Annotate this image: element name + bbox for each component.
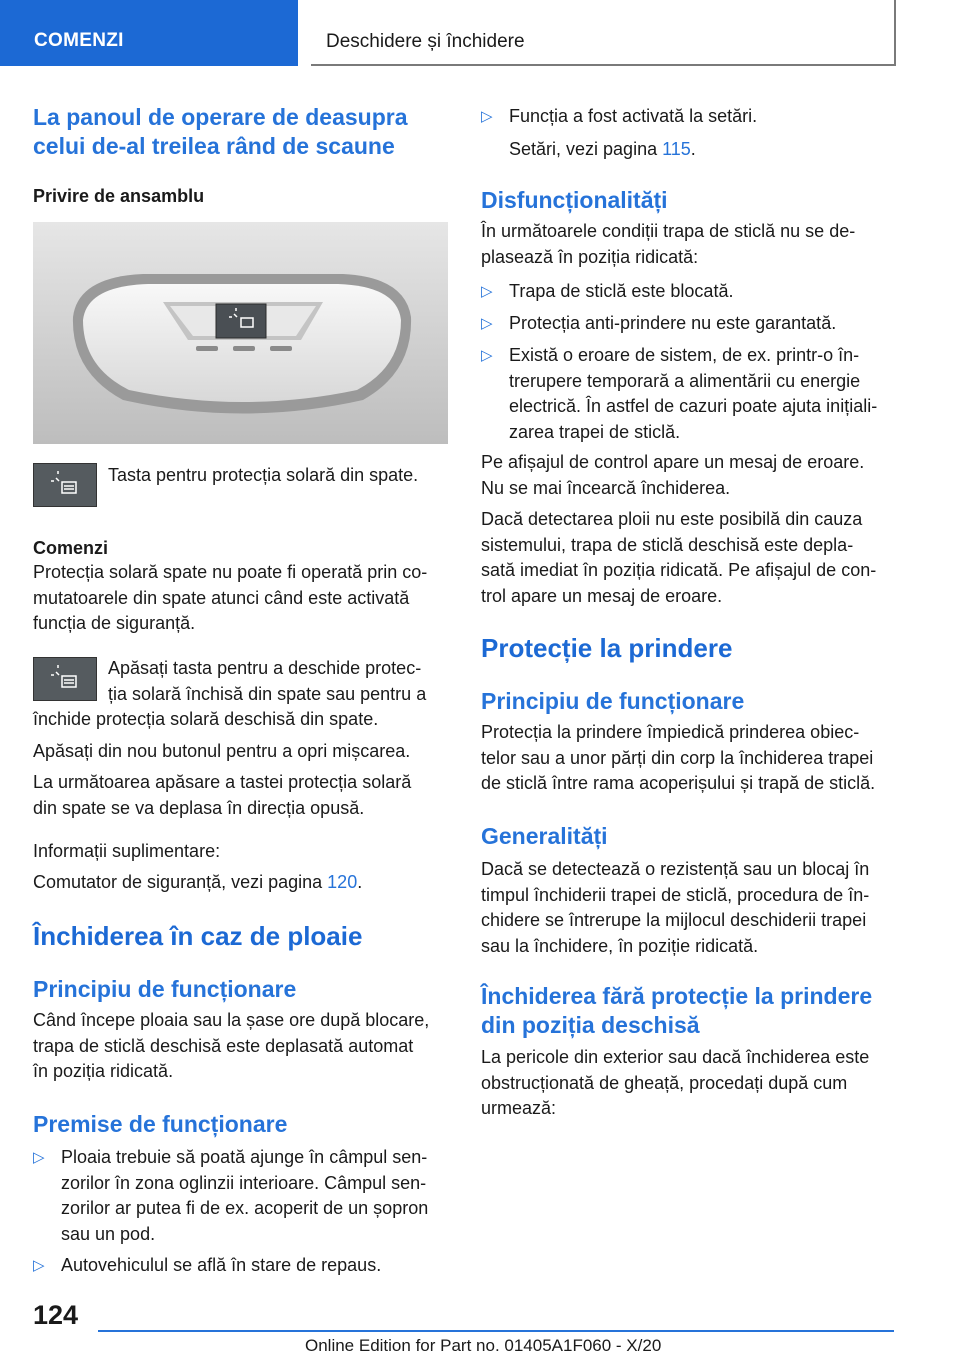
text-line: sau un pod. bbox=[61, 1223, 156, 1244]
heading-line: Închiderea fără protecție la prindere bbox=[481, 983, 873, 1009]
info-reference bbox=[33, 870, 362, 896]
footer-divider bbox=[98, 1330, 894, 1332]
text-line: Trapa de sticlă este blocată. bbox=[509, 281, 734, 301]
text-line: Există o eroare de sistem, de ex. printr-o în- bbox=[509, 345, 860, 365]
text-line: În următoarele condiții trapa de sticlă nu se de- bbox=[481, 221, 856, 241]
heading-line: celui de-al treilea rând de scaune bbox=[33, 133, 395, 159]
text-line: Când începe ploaia sau la șase ore după blocare, bbox=[33, 1010, 430, 1030]
text-line: Autovehiculul se află în stare de repaus. bbox=[61, 1255, 382, 1275]
error-message-paragraph bbox=[481, 450, 893, 501]
heading-line: La panoul de operare de deasupra bbox=[33, 104, 408, 130]
edition-text: Online Edition for Part no. 01405A1F060 - X/20 bbox=[305, 1336, 662, 1355]
settings-end: . bbox=[690, 139, 696, 159]
sunshade-key-icon bbox=[33, 463, 97, 507]
text-line: Protecția solară spate nu poate fi operată prin co- bbox=[33, 562, 428, 582]
text-line: obstrucționată de gheață, procedați după cum bbox=[481, 1072, 848, 1093]
heading-general: Generalități bbox=[481, 823, 608, 849]
heading-malfunctions: Disfuncționalități bbox=[481, 187, 668, 213]
sunshade-key-icon-2 bbox=[33, 657, 97, 701]
settings-reference bbox=[509, 137, 696, 163]
text-line: Funcția a fost activată la setări. bbox=[509, 106, 758, 126]
text-line: chidere se întrerupe la mijlocul deschiderii trapei bbox=[481, 910, 867, 930]
text-line: La pericole din exterior sau dacă închiderea este bbox=[481, 1047, 870, 1067]
rain-detection-paragraph bbox=[481, 507, 893, 609]
text-line: trapa de sticlă deschisă este deplasată automat bbox=[33, 1035, 414, 1056]
text-line: Dacă se detectează o rezistență sau un blocaj în bbox=[481, 859, 870, 879]
chapter-tab bbox=[311, 0, 896, 66]
text-line: La următoarea apăsare a tastei protecția solară bbox=[33, 772, 412, 792]
text-line: zorilor în zona oglinzii interioare. Câmpul sen- bbox=[61, 1172, 427, 1193]
text-line: sistemului, trapa de sticlă deschisă este depla- bbox=[481, 534, 854, 555]
text-line: timpul închiderii trapei de sticlă, procedura de în- bbox=[481, 884, 870, 905]
text-line: de sticlă între rama acoperișului și trapă de sticlă. bbox=[481, 773, 876, 793]
heading-line: din poziția deschisă bbox=[481, 1012, 700, 1038]
controls-paragraph-3: Apăsați din nou butonul pentru a opri mișcarea. bbox=[33, 741, 411, 761]
section-tab bbox=[0, 0, 298, 66]
info-text: Comutator de siguranță, vezi pagina bbox=[33, 872, 328, 892]
heading-principle: Principiu de funcționare bbox=[33, 976, 297, 1002]
text-line: Pe afișajul de control apare un mesaj de eroare. bbox=[481, 452, 865, 472]
bullet-triangle-icon: ▷ bbox=[33, 1257, 45, 1274]
bullet-triangle-icon: ▷ bbox=[481, 347, 493, 364]
text-line: trol apare un mesaj de eroare. bbox=[481, 585, 723, 606]
text-line: Nu se mai încearcă închiderea. bbox=[481, 477, 731, 498]
text-line: funcția de siguranță. bbox=[33, 613, 196, 633]
text-line: ția solară închisă din spate sau pentru a bbox=[108, 683, 427, 704]
text-line: plasează în poziția ridicată: bbox=[481, 246, 699, 267]
section-title: COMENZI bbox=[34, 30, 124, 51]
malfunction-paragraph bbox=[481, 219, 893, 270]
text-line: sau la închidere, în poziție ridicată. bbox=[481, 935, 759, 956]
text-line: Ploaia trebuie să poată ajunge în câmpul sen- bbox=[61, 1147, 428, 1167]
key-caption: Tasta pentru protecția solară din spate. bbox=[108, 465, 419, 485]
heading-panel bbox=[33, 103, 408, 161]
heading-principle-2: Principiu de funcționare bbox=[481, 688, 745, 714]
info-end: . bbox=[357, 872, 363, 892]
page-number: 124 bbox=[33, 1300, 79, 1330]
chapter-title: Deschidere și închidere bbox=[326, 31, 525, 52]
panel-illustration bbox=[33, 222, 448, 444]
general-paragraph bbox=[481, 857, 893, 959]
bullet-triangle-icon: ▷ bbox=[33, 1149, 45, 1166]
text-line: electrică. În astfel de cazuri poate ajuta inițiali- bbox=[509, 396, 878, 416]
text-line: Protecția la prindere împiedică prinderea obiec- bbox=[481, 722, 860, 742]
overhead-panel-photo bbox=[33, 222, 448, 444]
controls-paragraph-2b: închide protecția solară deschisă din spate. bbox=[33, 709, 379, 729]
controls-paragraph-4 bbox=[33, 770, 453, 821]
text-line: Dacă detectarea ploii nu este posibilă din cauza bbox=[481, 509, 863, 529]
heading-premises: Premise de funcționare bbox=[33, 1111, 288, 1137]
text-line: Protecția anti-prindere nu este garantată. bbox=[509, 313, 837, 333]
heading-pinch-protection: Protecție la prindere bbox=[481, 633, 733, 663]
page-link-120[interactable]: 120 bbox=[327, 872, 358, 892]
controls-paragraph-2a bbox=[108, 656, 448, 707]
text-line: Apăsați tasta pentru a deschide protec- bbox=[108, 658, 422, 678]
bullet-triangle-icon: ▷ bbox=[481, 283, 493, 300]
heading-rain-closing: Închiderea în caz de ploaie bbox=[33, 921, 363, 951]
controls-paragraph-1 bbox=[33, 560, 453, 637]
info-title: Informații suplimentare: bbox=[33, 841, 221, 861]
text-line: telor sau a unor părți din corp la închiderea trapei bbox=[481, 747, 874, 768]
text-line: trerupere temporară a alimentării cu energie bbox=[509, 370, 861, 391]
bullet-triangle-icon: ▷ bbox=[481, 108, 493, 125]
principle-paragraph bbox=[33, 1008, 453, 1085]
text-line: zarea trapei de sticlă. bbox=[509, 421, 681, 442]
close-paragraph bbox=[481, 1045, 893, 1122]
overview-title: Privire de ansamblu bbox=[33, 186, 205, 206]
text-line: în poziția ridicată. bbox=[33, 1061, 174, 1081]
bullet-triangle-icon: ▷ bbox=[481, 315, 493, 332]
text-line: din spate se va deplasa în direcția opusă. bbox=[33, 797, 365, 818]
controls-title: Comenzi bbox=[33, 538, 109, 558]
heading-close-without-protection bbox=[481, 982, 872, 1040]
text-line: zorilor ar putea fi de ex. acoperit de un șopron bbox=[61, 1198, 429, 1218]
text-line: sată imediat în poziția ridicată. Pe afișajul de con- bbox=[481, 560, 877, 580]
text-line: mutatoarele din spate atunci când este activată bbox=[33, 587, 410, 608]
page-link-115[interactable]: 115 bbox=[662, 139, 691, 159]
pinch-paragraph bbox=[481, 720, 893, 797]
settings-text: Setări, vezi pagina bbox=[509, 139, 663, 159]
text-line: urmează: bbox=[481, 1098, 557, 1118]
